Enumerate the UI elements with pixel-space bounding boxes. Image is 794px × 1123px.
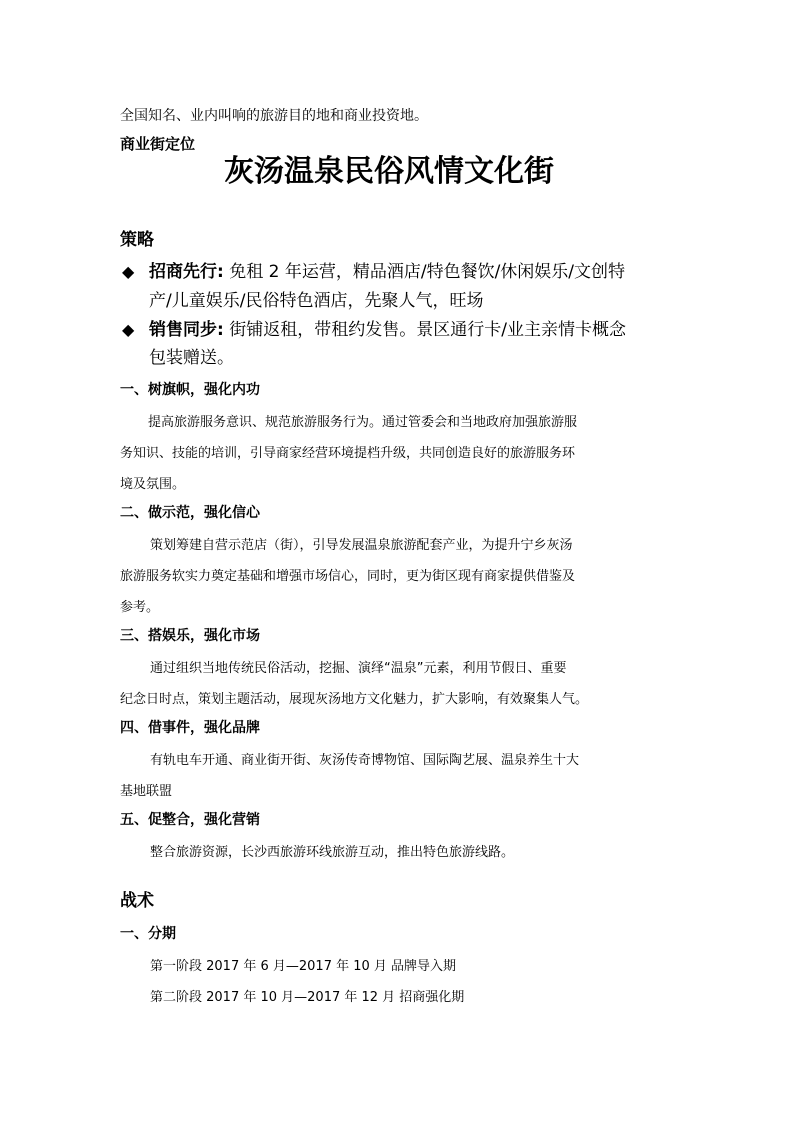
bullet-item (149, 318, 626, 342)
section-line: 整合旅游资源，长沙西旅游环线旅游互动，推出特色旅游线路。 (150, 845, 515, 860)
bullet-text-cont: 包装赠送。 (149, 348, 234, 368)
phase-line: 第一阶段 2017 年 6 月—2017 年 10 月 品牌导入期 (150, 959, 457, 974)
bullet-text: 免租 2 年运营，精品酒店/特色餐饮/休闲娱乐/文创特 (223, 262, 626, 282)
section-line: 境及氛围。 (120, 477, 186, 492)
bullet-label: 销售同步: (149, 320, 224, 340)
main-title: 灰汤温泉民俗风情文化街 (224, 154, 554, 189)
tactics-heading: 战术 (120, 891, 154, 911)
positioning-label: 商业街定位 (120, 135, 196, 153)
strategy-heading: 策略 (120, 230, 154, 250)
section-heading: 五、促整合，强化营销 (120, 812, 260, 828)
section-heading: 二、做示范，强化信心 (120, 505, 260, 521)
diamond-bullet-icon: ◆ (122, 262, 135, 281)
intro-line: 全国知名、业内叫响的旅游目的地和商业投资地。 (120, 108, 428, 124)
section-heading: 四、借事件，强化品牌 (120, 720, 260, 736)
section-line: 务知识、技能的培训，引导商家经营环境提档升级，共同创造良好的旅游服务环 (120, 446, 576, 461)
phase-line: 第二阶段 2017 年 10 月—2017 年 12 月 招商强化期 (150, 990, 465, 1005)
section-line: 参考。 (120, 600, 160, 615)
section-heading: 三、搭娱乐，强化市场 (120, 628, 260, 644)
section-line: 有轨电车开通、商业街开街、灰汤传奇博物馆、国际陶艺展、温泉养生十大 (150, 753, 580, 768)
diamond-bullet-icon: ◆ (122, 320, 135, 339)
section-line: 旅游服务软实力奠定基础和增强市场信心，同时，更为街区现有商家提供借鉴及 (120, 569, 576, 584)
section-line: 提高旅游服务意识、规范旅游服务行为。通过管委会和当地政府加强旅游服 (148, 415, 578, 430)
phase-heading: 一、分期 (120, 926, 176, 942)
section-line: 纪念日时点，策划主题活动，展现灰汤地方文化魅力，扩大影响，有效聚集人气。 (120, 692, 589, 707)
section-line: 策划筹建自营示范店（街），引导发展温泉旅游配套产业，为提升宁乡灰汤 (150, 538, 573, 553)
section-line: 基地联盟 (120, 784, 173, 799)
bullet-item (149, 260, 625, 284)
bullet-text: 街铺返租，带租约发售。景区通行卡/业主亲情卡概念 (223, 320, 626, 340)
bullet-label: 招商先行: (149, 262, 224, 282)
bullet-text-cont: 产/儿童娱乐/民俗特色酒店，先聚人气，旺场 (149, 291, 484, 311)
section-line: 通过组织当地传统民俗活动，挖掘、演绎“温泉”元素，利用节假日、重要 (150, 661, 567, 676)
section-heading: 一、树旗帜，强化内功 (120, 382, 260, 398)
